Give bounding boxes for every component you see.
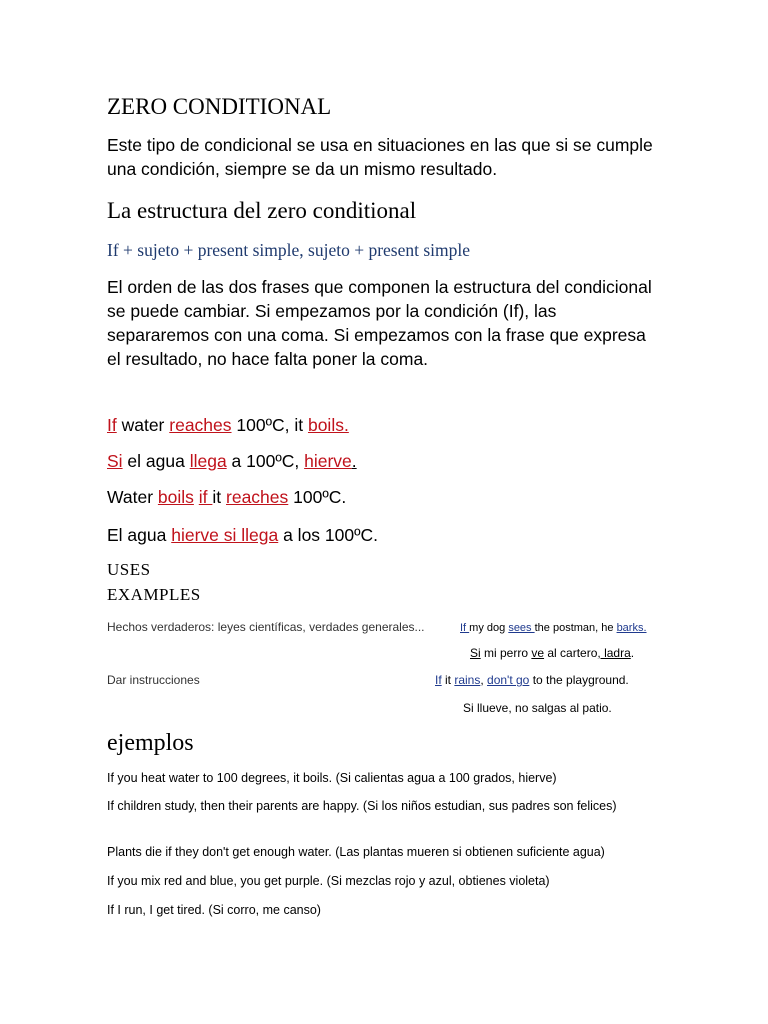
example-line-3 (107, 485, 346, 509)
example-text: El agua (107, 525, 172, 545)
structure-heading: La estructura del zero conditional (107, 198, 417, 223)
ejemplo-item-3: Plants die if they don't get enough water. (Las plantas mueren si obtienen suficiente agua) (107, 845, 605, 859)
example-text: mi perro (480, 646, 532, 660)
keyword-verb: , ladra (597, 646, 631, 660)
ejemplo-item-5: If I run, I get tired. (Si corro, me canso) (107, 903, 321, 917)
keyword-verb: sees (508, 622, 535, 634)
example-text: 100ºC, it (231, 415, 308, 435)
keyword-verb: llega (189, 451, 227, 471)
example-text: a los 100ºC. (278, 525, 378, 545)
example-text: , (480, 673, 488, 687)
ejemplo-item-4: If you mix red and blue, you get purple. (Si mezclas rojo y azul, obtienes violeta) (107, 874, 550, 888)
example-text: it (212, 487, 227, 507)
keyword-verb: hierve si llega (171, 525, 279, 545)
ejemplos-heading: ejemplos (107, 730, 194, 756)
example-text: . (630, 646, 635, 660)
use-example-es-1 (470, 646, 634, 660)
example-punctuation: . (351, 451, 357, 471)
keyword-si: Si (470, 646, 481, 660)
example-text: Water (107, 487, 158, 507)
uses-heading: USES (107, 560, 151, 579)
example-text: 100ºC. (288, 487, 347, 507)
use-example-en-2 (435, 673, 629, 687)
use-label-instructions: Dar instrucciones (107, 673, 200, 687)
keyword-verb: reaches (169, 415, 232, 435)
example-text: al cartero (544, 646, 598, 660)
keyword-si: Si (107, 451, 123, 471)
keyword-if: If (460, 622, 470, 634)
ejemplo-item-1: If you heat water to 100 degrees, it boils. (Si calientas agua a 100 grados, hierve) (107, 771, 557, 785)
example-text: to the playground. (529, 673, 629, 687)
keyword-verb: rains (454, 673, 481, 687)
example-text: the postman, he (534, 622, 617, 634)
example-text: my dog (469, 622, 509, 634)
intro-paragraph: Este tipo de condicional se usa en situaciones en las que si se cumple una condición, siempre se da un mismo resultado. (107, 135, 653, 179)
order-paragraph: El orden de las dos frases que componen la estructura del condicional se puede cambiar. Si empezamos por la condición (If), las separaremos con una coma. Si empezamos con la frase que expresa el resultado, no hace falta poner la coma. (107, 277, 652, 369)
use-example-es-2: Si llueve, no salgas al patio. (463, 701, 612, 715)
example-line-2 (107, 449, 357, 473)
example-text: el agua (122, 451, 190, 471)
keyword-verb: boils (157, 487, 194, 507)
example-text: it (441, 673, 455, 687)
ejemplo-item-2: If children study, then their parents are happy. (Si los niños estudian, sus padres son felices) (107, 799, 617, 813)
keyword-verb: ve (531, 646, 545, 660)
keyword-verb: don't go (487, 673, 530, 687)
keyword-verb: hierve (304, 451, 352, 471)
keyword-verb: boils. (307, 415, 349, 435)
example-text: water (116, 415, 170, 435)
structure-formula: If + sujeto + present simple, sujeto + present simple (107, 240, 471, 260)
example-line-1 (107, 413, 349, 437)
page-title: ZERO CONDITIONAL (107, 94, 332, 119)
keyword-verb: reaches (226, 487, 289, 507)
example-line-4 (107, 523, 378, 547)
keyword-if: If (107, 415, 117, 435)
example-text: a 100ºC, (226, 451, 305, 471)
use-example-en-1 (460, 621, 647, 635)
use-label-facts: Hechos verdaderos: leyes científicas, verdades generales... (107, 620, 425, 634)
keyword-verb: barks. (616, 622, 647, 634)
keyword-if: If (435, 673, 442, 687)
examples-heading: EXAMPLES (107, 585, 201, 604)
keyword-if: if (198, 487, 213, 507)
